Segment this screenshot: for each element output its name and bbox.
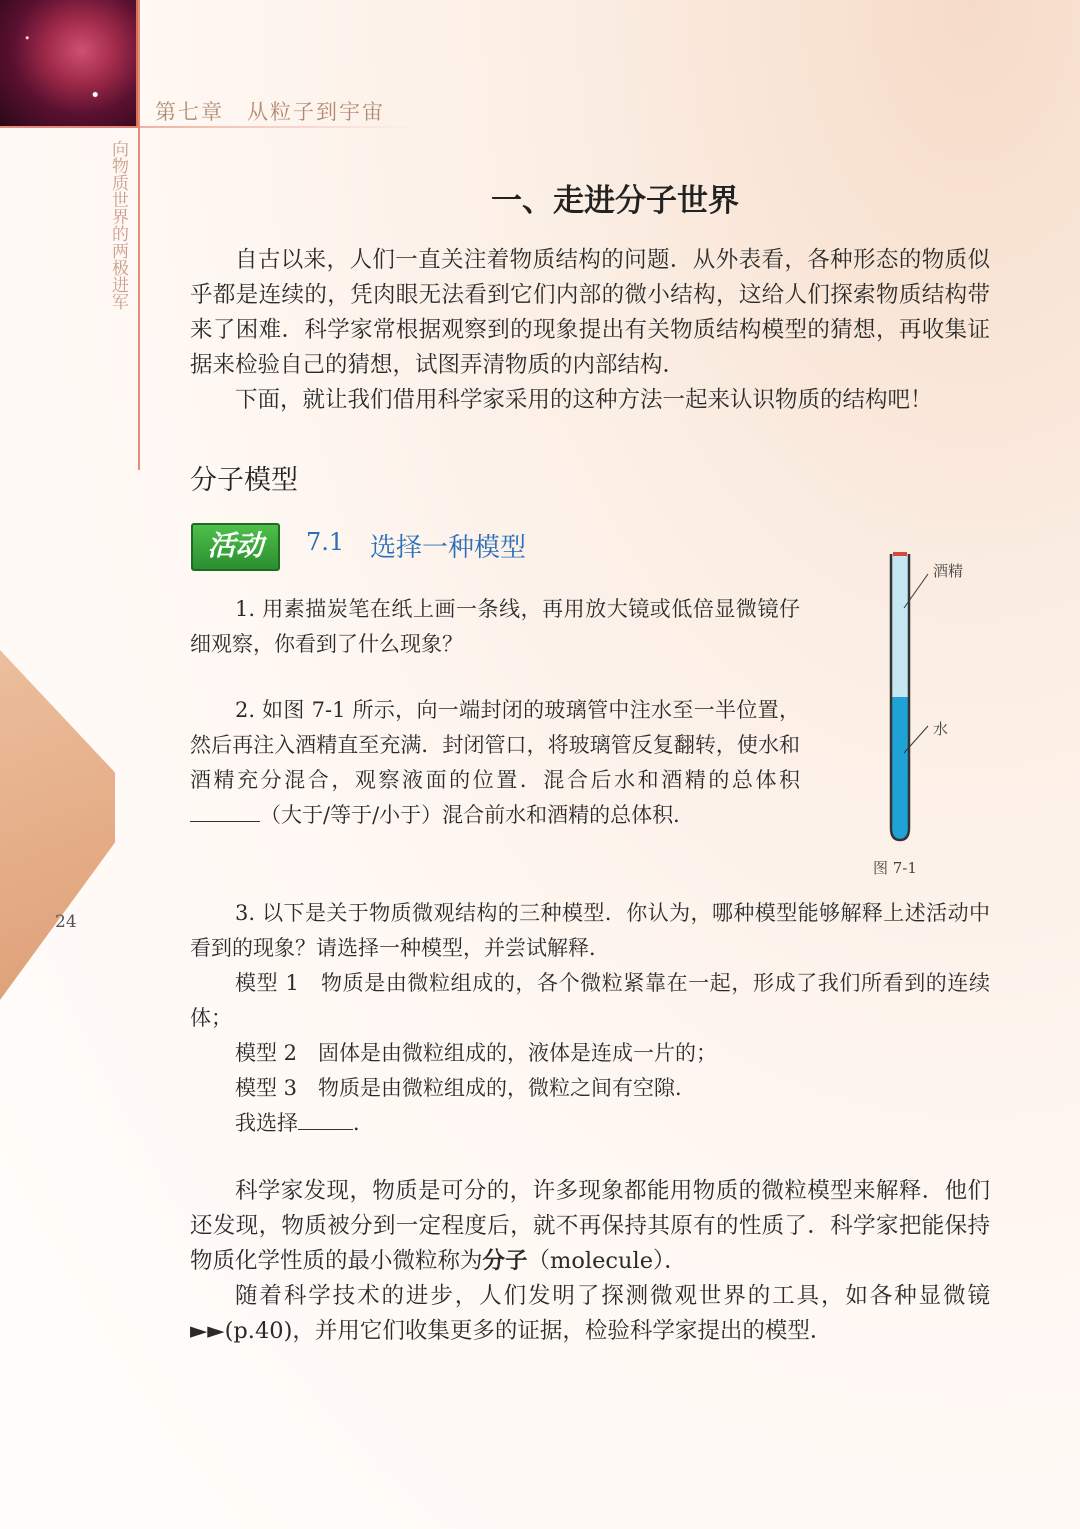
conclusion-paragraph-2: 随着科学技术的进步，人们发明了探测微观世界的工具，如各种显微镜►►(p.40)，并用它们收集更多的证据，检验科学家提出的模型． — [190, 1283, 990, 1344]
model-choice — [190, 1106, 990, 1141]
margin-decoration — [0, 650, 115, 1000]
water-label: 水 — [933, 720, 949, 738]
conclusion-p1-a: 科学家发现，物质是可分的，许多现象都能用物质的微粒模型来解释．他们还发现，物质被分到一定程度后，就不再保持其原有的性质了．科学家把能保持物质化学性质的最小微粒称为 — [190, 1178, 990, 1274]
activity-item-1 — [190, 592, 800, 662]
sidebar-vertical-title: 向物质世界的两极进军 — [108, 140, 128, 310]
page-number: 24 — [55, 912, 77, 932]
intro-text — [190, 243, 990, 418]
tube-stopper — [893, 552, 907, 556]
choice-suffix: ． — [353, 1111, 374, 1135]
term-molecule: 分子 — [482, 1248, 528, 1274]
model-1: 模型 1 物质是由微粒组成的，各个微粒紧靠在一起，形成了我们所看到的连续体； — [190, 971, 990, 1030]
margin-rule — [138, 0, 140, 470]
alcohol-label: 酒精 — [933, 562, 964, 580]
activity-badge: 活动 — [191, 523, 280, 571]
conclusion-paragraph-1 — [190, 1174, 990, 1279]
answer-blank-model[interactable] — [298, 1129, 353, 1130]
activity-title: 选择一种模型 — [370, 533, 527, 563]
figure-caption: 图 7-1 — [873, 859, 917, 877]
answer-blank-volume[interactable] — [190, 821, 260, 822]
activity-number: 7.1 — [306, 528, 345, 556]
header-rule — [0, 126, 420, 128]
page-title: 一、走进分子世界 — [491, 183, 739, 219]
chapter-heading: 第七章 从粒子到宇宙 — [155, 100, 385, 124]
model-2: 模型 2 固体是由微粒组成的，液体是连成一片的； — [235, 1041, 718, 1065]
item-2-part-b: （大于/等于/小于）混合前水和酒精的总体积． — [260, 803, 695, 827]
activity-item-3-text: 3. 以下是关于物质微观结构的三种模型．你认为，哪种模型能够解释上述活动中看到的现象？请选择一种模型，并尝试解释． — [190, 901, 990, 960]
conclusion-text — [190, 1174, 990, 1349]
section-title: 分子模型 — [190, 465, 298, 496]
activity-item-2-text — [190, 693, 800, 833]
header-nebula-image — [0, 0, 138, 128]
activity-item-2 — [190, 693, 800, 833]
test-tube-figure — [860, 548, 990, 848]
activity-item-3 — [190, 896, 990, 1141]
activity-item-1-text: 1. 用素描炭笔在纸上画一条线，再用放大镜或低倍显微镜仔细观察，你看到了什么现象？ — [190, 597, 800, 656]
item-2-part-a: 2. 如图 7-1 所示，向一端封闭的玻璃管中注水至一半位置，然后再注入酒精直至充满．封闭管口，将玻璃管反复翻转，使水和酒精充分混合，观察液面的位置．混合后水和酒精的总体积 — [190, 698, 800, 792]
choice-prefix: 我选择 — [235, 1111, 298, 1135]
model-3: 模型 3 物质是由微粒组成的，微粒之间有空隙． — [235, 1076, 697, 1100]
conclusion-p1-b: （molecule）． — [527, 1248, 687, 1274]
intro-paragraph-2: 下面，就让我们借用科学家采用的这种方法一起来认识物质的结构吧！ — [235, 387, 933, 413]
intro-paragraph-1: 自古以来，人们一直关注着物质结构的问题．从外表看，各种形态的物质似乎都是连续的，凭肉眼无法看到它们内部的微小结构，这给人们探索物质结构带来了困难．科学家常根据观察到的现象提出有关物质结构模型的猜想，再收集证据来检验自己的猜想，试图弄清物质的内部结构． — [190, 247, 990, 378]
